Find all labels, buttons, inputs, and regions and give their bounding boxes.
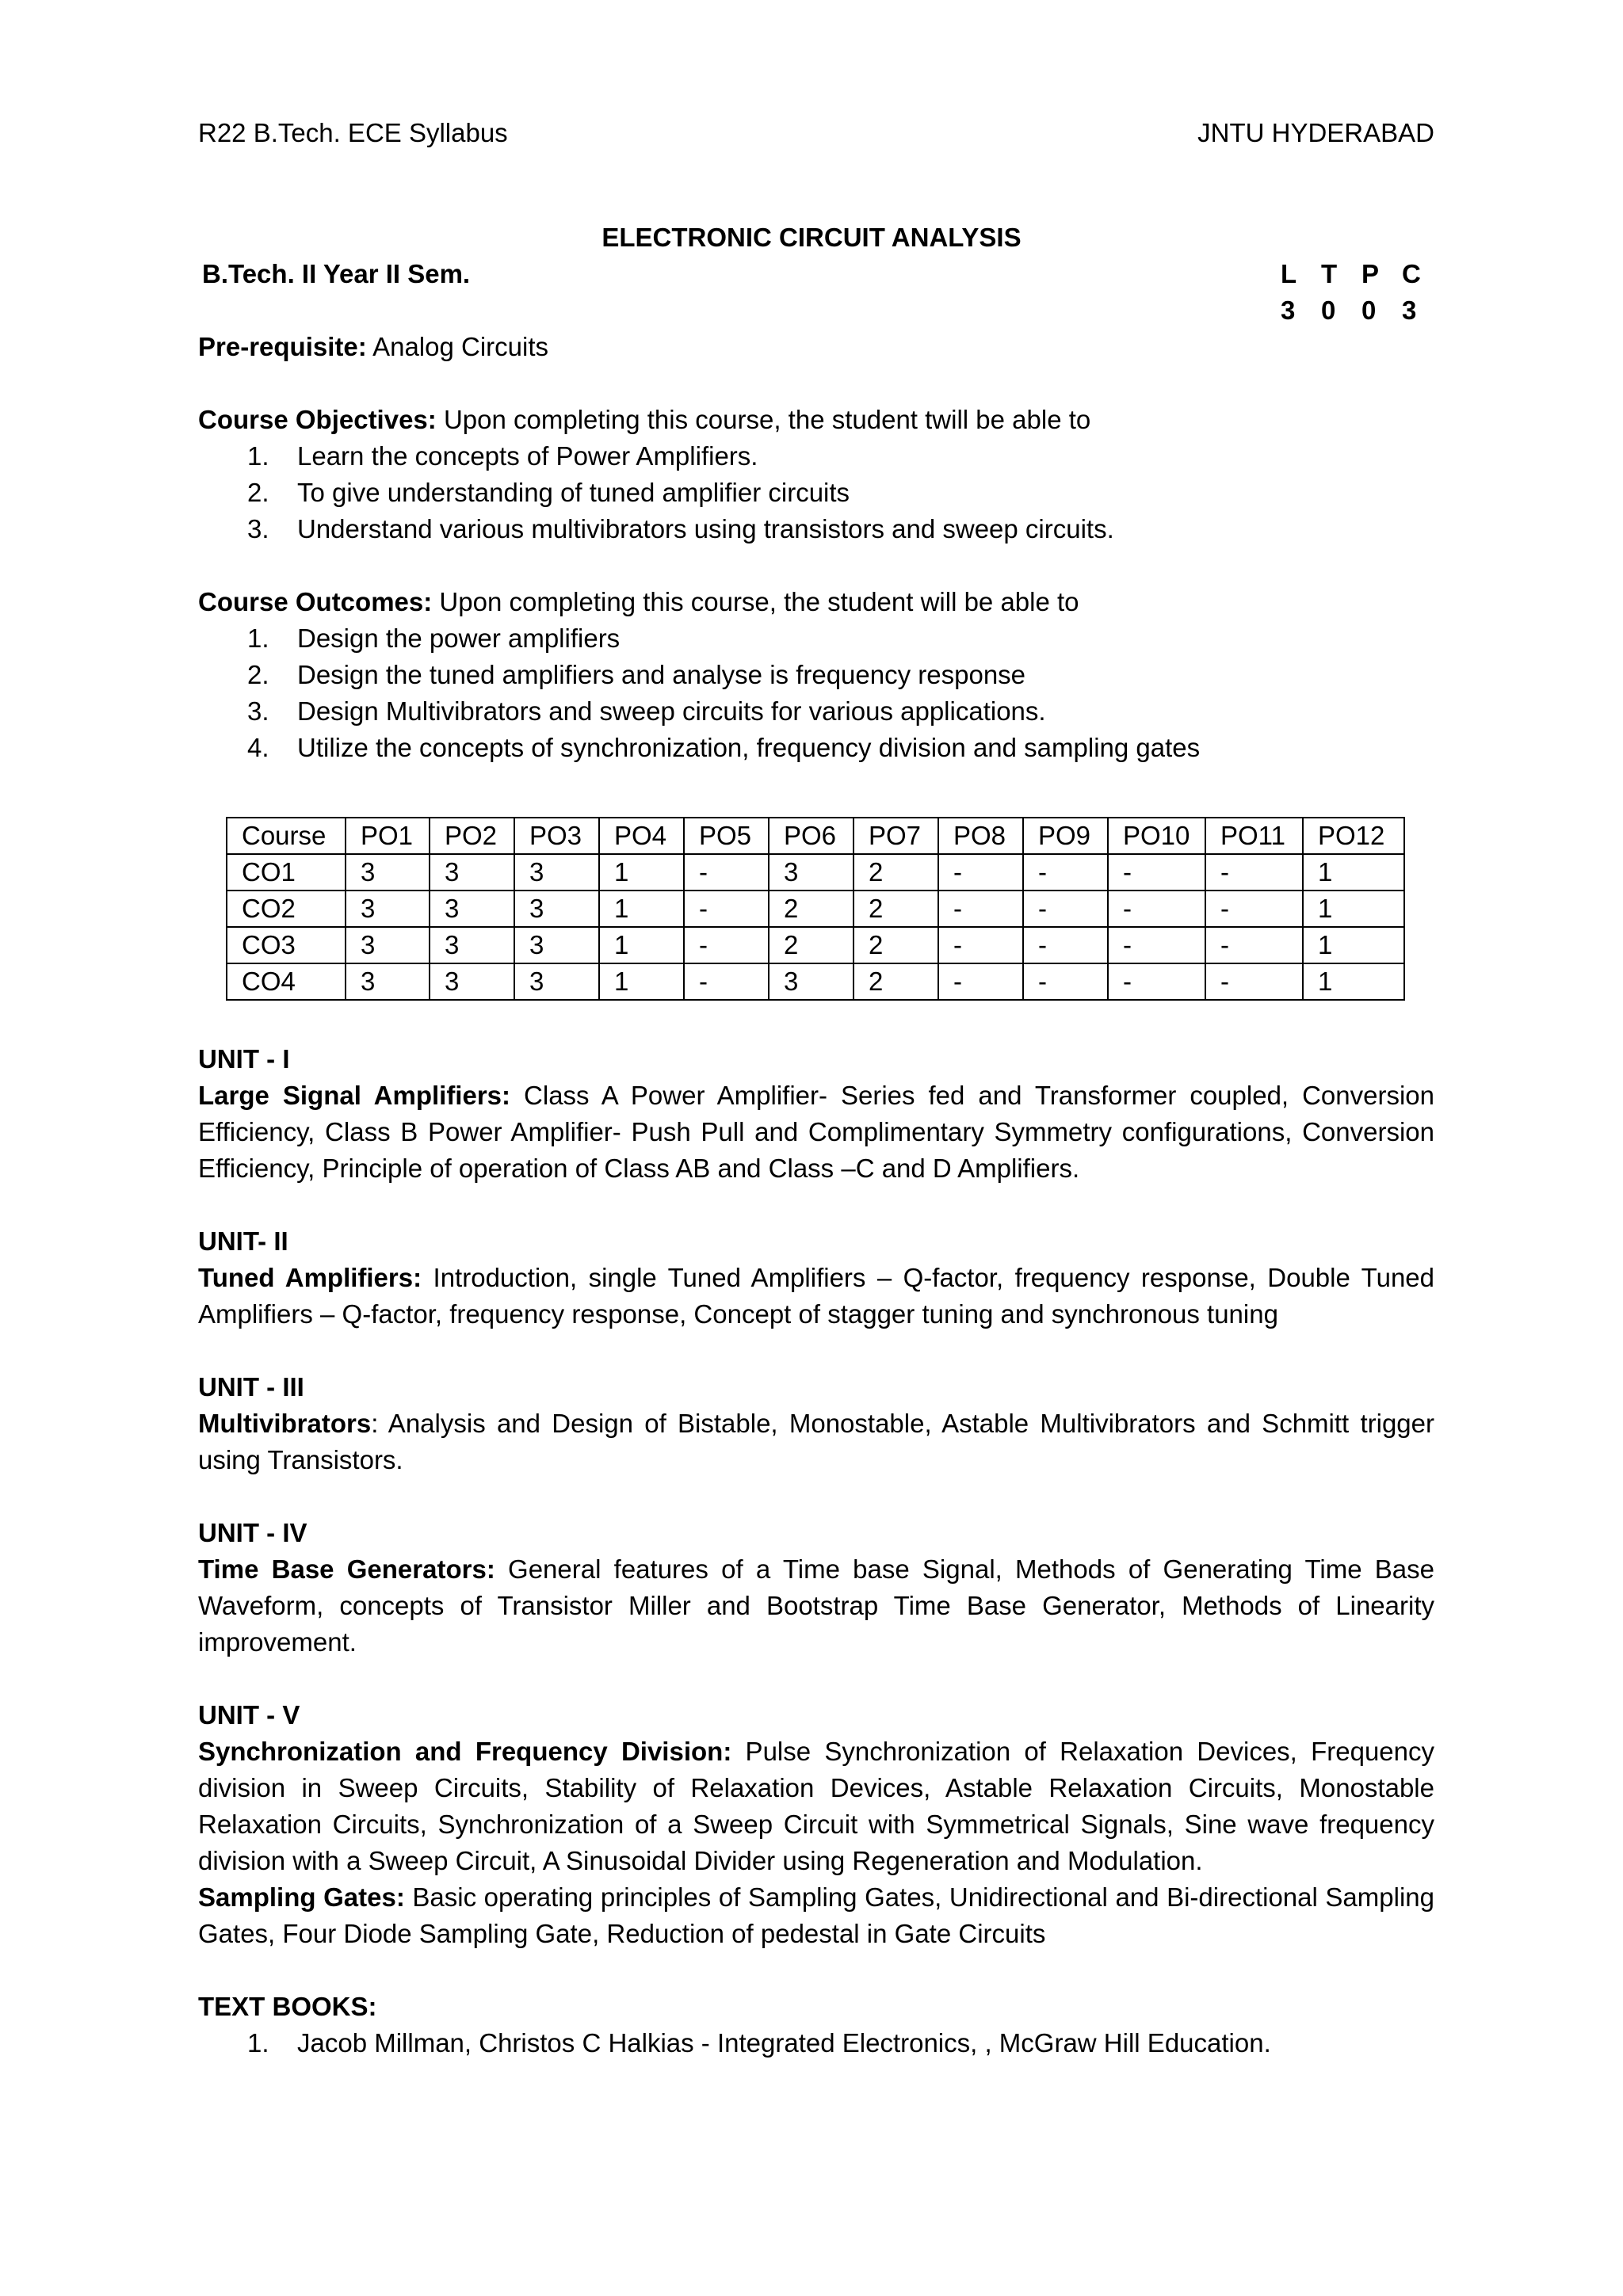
item-text: Design the power amplifiers bbox=[297, 624, 621, 653]
table-header-cell: PO2 bbox=[430, 818, 514, 854]
table-cell: - bbox=[1108, 891, 1205, 927]
outcomes-label: Course Outcomes: bbox=[198, 587, 433, 616]
table-cell: 3 bbox=[430, 891, 514, 927]
table-cell: 3 bbox=[514, 891, 599, 927]
outcomes-intro bbox=[198, 584, 1434, 620]
topic-label: Time Base Generators: bbox=[198, 1554, 495, 1584]
item-number: 1. bbox=[247, 441, 269, 471]
textbooks-heading: TEXT BOOKS: bbox=[198, 1992, 377, 2021]
topic-text: General features of a Time base Signal, Methods of Generating Time Base Waveform, concepts of Transistor Miller and Bootstrap Time Base Generator, Methods of Linearity improvement. bbox=[198, 1554, 1434, 1657]
course-outcomes bbox=[198, 584, 1434, 766]
course-title: ELECTRONIC CIRCUIT ANALYSIS bbox=[601, 223, 1022, 252]
table-cell: - bbox=[684, 963, 769, 1000]
table-header-cell: PO1 bbox=[346, 818, 430, 854]
ltpc-label-t: T bbox=[1321, 259, 1338, 288]
table-row bbox=[227, 927, 1404, 963]
outcomes-intro-text: Upon completing this course, the student will be able to bbox=[432, 587, 1079, 616]
unit-heading: UNIT- II bbox=[198, 1226, 288, 1256]
topic-label: Synchronization and Frequency Division: bbox=[198, 1737, 732, 1766]
table-cell: 2 bbox=[854, 963, 938, 1000]
unit-heading: UNIT - V bbox=[198, 1700, 300, 1730]
table-row bbox=[227, 854, 1404, 891]
list-item bbox=[198, 693, 1434, 730]
unit-5 bbox=[198, 1697, 1434, 1952]
unit-content bbox=[198, 1879, 1434, 1952]
table-cell: 1 bbox=[1303, 891, 1404, 927]
table-cell: 2 bbox=[769, 927, 854, 963]
table-cell: - bbox=[1023, 854, 1108, 891]
objectives-intro bbox=[198, 402, 1434, 438]
unit-3 bbox=[198, 1369, 1434, 1478]
page-header bbox=[198, 115, 1434, 151]
unit-heading: UNIT - IV bbox=[198, 1518, 307, 1547]
topic-text: : Analysis and Design of Bistable, Monostable, Astable Multivibrators and Schmitt trigger using Transistors. bbox=[198, 1409, 1434, 1474]
table-cell: - bbox=[1023, 891, 1108, 927]
table-cell: 3 bbox=[514, 854, 599, 891]
item-text: Design the tuned amplifiers and analyse is frequency response bbox=[297, 660, 1026, 689]
list-item bbox=[198, 620, 1434, 657]
item-text: Design Multivibrators and sweep circuits for various applications. bbox=[297, 696, 1046, 726]
item-text: Understand various multivibrators using transistors and sweep circuits. bbox=[297, 514, 1114, 543]
item-text: Jacob Millman, Christos C Halkias - Integrated Electronics, , McGraw Hill Education. bbox=[297, 2028, 1271, 2058]
prereq-label: Pre-requisite: bbox=[198, 332, 367, 361]
table-cell: - bbox=[1108, 927, 1205, 963]
item-number: 3. bbox=[247, 514, 269, 543]
table-cell: 3 bbox=[346, 854, 430, 891]
table-cell: 3 bbox=[346, 891, 430, 927]
semester-label: B.Tech. II Year II Sem. bbox=[202, 259, 471, 288]
table-cell: 2 bbox=[854, 891, 938, 927]
table-cell: 3 bbox=[346, 927, 430, 963]
item-number: 2. bbox=[247, 660, 269, 689]
course-objectives bbox=[198, 402, 1434, 547]
table-header-cell: PO9 bbox=[1023, 818, 1108, 854]
topic-label: Tuned Amplifiers: bbox=[198, 1263, 422, 1292]
list-item bbox=[198, 475, 1434, 511]
unit-content bbox=[198, 1405, 1434, 1478]
table-header-row bbox=[227, 818, 1404, 854]
ltpc-value-c: 3 bbox=[1402, 296, 1417, 325]
table-cell: - bbox=[938, 927, 1023, 963]
table-cell: 3 bbox=[430, 927, 514, 963]
text-books bbox=[198, 1989, 1434, 2061]
header-left: R22 B.Tech. ECE Syllabus bbox=[198, 118, 508, 147]
table-cell: CO2 bbox=[227, 891, 346, 927]
ltpc-label-p: P bbox=[1361, 259, 1380, 288]
co-po-mapping-table bbox=[226, 817, 1405, 1001]
objectives-list bbox=[198, 438, 1434, 547]
table-cell: 1 bbox=[599, 927, 684, 963]
table-cell: 3 bbox=[514, 963, 599, 1000]
table-cell: - bbox=[684, 854, 769, 891]
table-cell: 1 bbox=[599, 854, 684, 891]
table-cell: - bbox=[684, 891, 769, 927]
table-body bbox=[227, 818, 1404, 1000]
item-number: 1. bbox=[247, 2028, 269, 2058]
ltpc-label-c: C bbox=[1402, 259, 1421, 288]
objectives-label: Course Objectives: bbox=[198, 405, 437, 434]
table-cell: - bbox=[1205, 963, 1303, 1000]
list-item bbox=[198, 730, 1434, 766]
topic-label: Sampling Gates: bbox=[198, 1882, 405, 1912]
unit-content bbox=[198, 1551, 1434, 1661]
list-item bbox=[198, 511, 1434, 547]
ltpc-value-p: 0 bbox=[1361, 296, 1377, 325]
item-number: 2. bbox=[247, 478, 269, 507]
table-cell: - bbox=[938, 963, 1023, 1000]
topic-text: Basic operating principles of Sampling Gates, Unidirectional and Bi-directional Sampling Gates, Four Diode Sampling Gate, Reduction of pedestal in Gate Circuits bbox=[198, 1882, 1434, 1948]
topic-text: Class A Power Amplifier- Series fed and Transformer coupled, Conversion Efficiency, Class B Power Amplifier- Push Pull and Complimentary Symmetry configurations, Conversion Efficiency, Principle of operation of Class AB and Class –C and D Amplifiers. bbox=[198, 1081, 1435, 1183]
outcomes-list bbox=[198, 620, 1434, 766]
unit-content bbox=[198, 1260, 1434, 1333]
unit-4 bbox=[198, 1515, 1434, 1661]
table-cell: CO4 bbox=[227, 963, 346, 1000]
list-item bbox=[198, 657, 1434, 693]
topic-label: Large Signal Amplifiers: bbox=[198, 1081, 511, 1110]
table-cell: 3 bbox=[430, 854, 514, 891]
table-header-cell: PO6 bbox=[769, 818, 854, 854]
ltpc-values bbox=[1281, 292, 1442, 329]
list-item bbox=[198, 438, 1434, 475]
table-header-cell: PO4 bbox=[599, 818, 684, 854]
topic-label: Multivibrators bbox=[198, 1409, 372, 1438]
table-cell: 1 bbox=[599, 963, 684, 1000]
table-cell: 2 bbox=[854, 927, 938, 963]
table-header-cell: PO3 bbox=[514, 818, 599, 854]
item-text: Utilize the concepts of synchronization, frequency division and sampling gates bbox=[297, 733, 1201, 762]
table-header-cell: PO7 bbox=[854, 818, 938, 854]
table-cell: - bbox=[1205, 891, 1303, 927]
table-header-cell: PO12 bbox=[1303, 818, 1404, 854]
table-cell: 2 bbox=[854, 854, 938, 891]
unit-content bbox=[198, 1077, 1434, 1187]
item-number: 1. bbox=[247, 624, 269, 653]
unit-2 bbox=[198, 1223, 1434, 1333]
table-cell: 1 bbox=[1303, 854, 1404, 891]
table-cell: - bbox=[684, 927, 769, 963]
table-row bbox=[227, 891, 1404, 927]
table-cell: 1 bbox=[599, 891, 684, 927]
list-item bbox=[198, 2025, 1434, 2061]
table-cell: 3 bbox=[769, 854, 854, 891]
table-cell: - bbox=[1023, 927, 1108, 963]
table-header-cell: PO11 bbox=[1205, 818, 1303, 854]
table-cell: CO1 bbox=[227, 854, 346, 891]
table-cell: - bbox=[1205, 854, 1303, 891]
unit-heading: UNIT - I bbox=[198, 1044, 290, 1074]
item-text: Learn the concepts of Power Amplifiers. bbox=[297, 441, 758, 471]
ltpc-value-l: 3 bbox=[1281, 296, 1296, 325]
ltpc-value-t: 0 bbox=[1321, 296, 1336, 325]
unit-heading: UNIT - III bbox=[198, 1372, 304, 1402]
table-cell: 3 bbox=[430, 963, 514, 1000]
table-header-cell: PO8 bbox=[938, 818, 1023, 854]
table-cell: 1 bbox=[1303, 963, 1404, 1000]
table-cell: - bbox=[1023, 963, 1108, 1000]
table-header-cell: PO10 bbox=[1108, 818, 1205, 854]
unit-content bbox=[198, 1733, 1434, 1879]
table-header-cell: PO5 bbox=[684, 818, 769, 854]
ltpc-labels bbox=[1281, 256, 1442, 292]
prerequisite bbox=[198, 329, 548, 365]
item-number: 4. bbox=[247, 733, 269, 762]
textbooks-list bbox=[198, 2025, 1434, 2061]
table-cell: - bbox=[938, 891, 1023, 927]
header-right: JNTU HYDERABAD bbox=[1197, 118, 1434, 147]
topic-text: Introduction, single Tuned Amplifiers – Q-factor, frequency response, Double Tuned Amplifiers – Q-factor, frequency response, Concept of stagger tuning and synchronous tuning bbox=[198, 1263, 1435, 1329]
prereq-value: Analog Circuits bbox=[366, 332, 549, 361]
item-text: To give understanding of tuned amplifier circuits bbox=[297, 478, 850, 507]
topic-text: Pulse Synchronization of Relaxation Devices, Frequency division in Sweep Circuits, Stability of Relaxation Devices, Astable Relaxation Circuits, Monostable Relaxation Circuits, Synchronization of a Sweep Circuit with Symmetrical Signals, Sine wave frequency division with a Sweep Circuit, A Sinusoidal Divider using Regeneration and Modulation. bbox=[198, 1737, 1435, 1875]
unit-1 bbox=[198, 1041, 1434, 1187]
table-cell: - bbox=[938, 854, 1023, 891]
table-row bbox=[227, 963, 1404, 1000]
table-cell: - bbox=[1108, 854, 1205, 891]
table-cell: 3 bbox=[769, 963, 854, 1000]
table-cell: CO3 bbox=[227, 927, 346, 963]
table-cell: 1 bbox=[1303, 927, 1404, 963]
ltpc-label-l: L bbox=[1281, 259, 1297, 288]
table-cell: 3 bbox=[514, 927, 599, 963]
table-header-cell: Course bbox=[227, 818, 346, 854]
item-number: 3. bbox=[247, 696, 269, 726]
table-cell: - bbox=[1108, 963, 1205, 1000]
objectives-intro-text: Upon completing this course, the student twill be able to bbox=[436, 405, 1091, 434]
table-cell: 3 bbox=[346, 963, 430, 1000]
table-cell: 2 bbox=[769, 891, 854, 927]
table-cell: - bbox=[1205, 927, 1303, 963]
